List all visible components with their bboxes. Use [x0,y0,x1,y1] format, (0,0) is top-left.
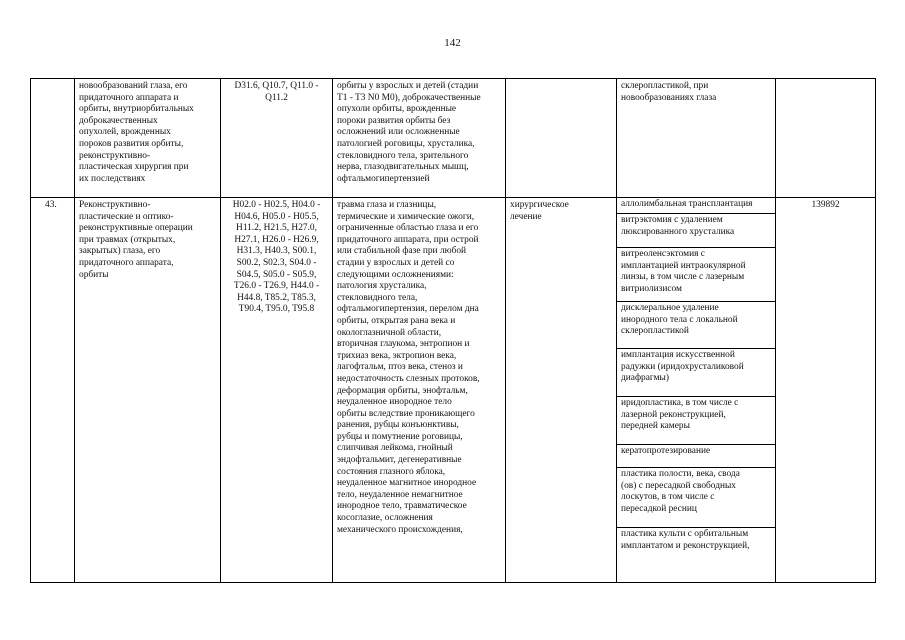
text-line: придаточного аппарата, [79,257,174,268]
text-line: косоглазие, осложнения [337,513,433,524]
table-row-43 [31,198,876,583]
text-line: орбиты, открытая рана века и [337,315,456,326]
text-line: имплантацией интраокулярной [621,260,746,271]
text-line: склеропластикой, при [621,81,709,91]
text-line: орбиты вследствие проникающего [337,408,475,419]
text-line: орбиты у взрослых и детей (стадии [337,81,479,91]
care-name-cell [75,198,221,583]
row-number-cell [31,79,75,198]
text-line: пластические и оптико- [79,211,174,222]
text-line: витриолизисом [621,283,682,294]
treatment-method-item [617,198,775,214]
text-line: кератопротезирование [621,446,711,456]
text-line: H02.0 - H02.5, H04.0 - [232,200,321,210]
text-line: витреоленсэктомия с [621,249,705,259]
care-name-text [79,81,216,185]
patient-model-cell [333,79,506,198]
icd-codes-text [225,200,328,316]
text-line: H11.2, H21.5, H27.0, [236,223,317,234]
text-line: окологлазничной области, [337,327,442,338]
text-line: доброкачественных [79,115,158,126]
text-line: офтальмогипертензией [337,173,430,184]
page-number: 142 [444,37,461,49]
text-line: новообразованиях глаза [621,92,717,103]
treatment-method-item [617,468,775,528]
text-line: орбиты, внутриорбитальных [79,104,194,115]
icd-codes-cell [221,79,333,198]
text-line: придаточного аппарата, при острой [337,234,479,245]
text-line: иридопластика, в том числе с [621,398,739,408]
price-cell [776,79,876,198]
text-line: инородное тело, травматическое [337,501,467,512]
text-line: пороков развития орбиты, [79,138,184,149]
patient-model-text [337,200,501,536]
treatment-method-item [617,528,775,570]
text-line: или стабильной фазе при любой [337,246,467,257]
text-line: дисклеральное удаление [621,303,719,313]
text-line: ранения, рубцы конъюнктивы, [337,420,459,431]
text-line: лагофтальм, птоз века, стеноз и [337,362,463,373]
text-line: S00.2, S02.3, S04.0 - [236,257,317,268]
text-line: лоскутов, в том числе с [621,492,715,503]
text-line: механического происхождения, [337,524,463,535]
text-line: тело, неудаленное немагнитное [337,489,463,500]
treatment-type-cell [506,79,617,198]
text-line: линзы, в том числе с лазерным [621,272,745,283]
text-line: Реконструктивно- [79,200,151,210]
text-line: Q11.2 [265,92,288,103]
icd-codes-text [225,81,328,104]
text-line: рубцы и помутнение роговицы, [337,431,463,442]
treatment-method-item [617,302,775,349]
text-line: неудаленное магнитное инородное [337,478,477,489]
price-cell [776,198,876,583]
text-line: их последствиях [79,173,146,184]
care-name-cell [75,79,221,198]
treatment-method-text [621,81,771,104]
text-line: хирургическое [510,200,569,210]
text-line: пластика полости, века, свода [621,469,740,479]
text-line: передней камеры [621,421,690,432]
text-line: T90.4, T95.0, T95.8 [238,304,315,315]
text-line: пороки развития орбиты без [337,115,451,126]
text-line: (ов) с пересадкой свободных [621,480,736,491]
patient-model-text [337,81,501,185]
text-line: ограниченные областью глаза и его [337,223,479,234]
text-line: люксированного хрусталика [621,226,735,237]
text-line: эндофтальмит, дегенеративные [337,455,462,466]
treatment-type-text [510,200,612,223]
text-line: пересадкой ресниц [621,503,697,514]
text-line: имплантация искусственной [621,350,735,360]
treatment-method-item [617,214,775,248]
text-line: патология хрусталика, [337,281,427,292]
text-line: диафрагмы) [621,373,669,384]
text-line: следующими осложнениями: [337,269,454,280]
text-line: слипчивая лейкома, гнойный [337,443,453,454]
treatment-method-cell [617,79,776,198]
price-value: 139892 [811,200,840,210]
text-line: H44.8, T85.2, T85.3, [237,292,316,303]
text-line: орбиты [79,269,109,280]
text-line: аллолимбальная трансплантация [621,199,753,209]
text-line: T1 - T3 N0 M0), доброкачественные [337,92,481,103]
text-line: реконструктивно- [79,150,151,161]
text-line: трихиаз века, эктропион века, [337,350,457,361]
text-line: патологией роговицы, хрусталика, [337,138,475,149]
text-line: придаточного аппарата и [79,92,179,103]
text-line: опухолей, врожденных [79,127,171,138]
text-line: деформация орбиты, энофтальм, [337,385,468,396]
treatment-methods-cell [617,198,776,583]
treatment-methods-list [617,198,775,570]
text-line: S04.5, S05.0 - S05.9, [236,269,317,280]
text-line: стекловидного тела, зрительного [337,150,469,161]
treatment-method-item [617,349,775,397]
text-line: недостаточность слезных протоков, [337,373,480,384]
text-line: H31.3, H40.3, S00.1, [236,246,317,257]
text-line: термические и химические ожоги, [337,211,475,222]
text-line: лечение [510,211,542,222]
text-line: лазерной реконструкцией, [621,409,726,420]
text-line: стекловидного тела, [337,292,418,303]
row-number-cell [31,198,75,583]
care-name-text [79,200,216,281]
text-line: инородного тела с локальной [621,314,738,325]
text-line: D31.6, Q10.7, Q11.0 - [234,81,319,91]
text-line: неудаленное инородное тело [337,397,452,408]
treatment-method-item [617,397,775,445]
text-line: новообразований глаза, его [79,81,188,91]
text-line: при травмах (открытых, [79,234,176,245]
text-line: опухоли орбиты, врожденные [337,104,457,115]
patient-model-cell [333,198,506,583]
text-line: H27.1, H26.0 - H26.9, [234,234,319,245]
row-number: 43. [45,200,57,210]
treatment-method-item [617,445,775,468]
treatment-method-item [617,248,775,302]
icd-codes-cell [221,198,333,583]
text-line: пластика культи с орбитальным [621,529,749,539]
text-line: осложнений или осложненные [337,127,460,138]
table-row-continued [31,79,876,198]
text-line: травма глаза и глазницы, [337,200,437,210]
text-line: офтальмогипертензия, перелом дна [337,304,479,315]
text-line: стадии у взрослых и детей со [337,257,455,268]
text-line: пластическая хирургия при [79,162,189,173]
text-line: имплантатом и реконструкцией, [621,540,750,551]
text-line: витрэктомия с удалением [621,215,723,225]
text-line: T26.0 - T26.9, H44.0 - [233,281,320,292]
text-line: закрытых) глаза, его [79,246,161,257]
text-line: радужки (иридохрусталиковой [621,361,744,372]
text-line: H04.6, H05.0 - H05.5, [234,211,319,222]
text-line: реконструктивные операции [79,223,193,234]
text-line: нерва, глазодвигательных мышц, [337,162,469,173]
text-line: состояния глазного яблока, [337,466,446,477]
text-line: вторичная глаукома, энтропион и [337,339,470,350]
text-line: склеропластикой [621,326,689,337]
medical-care-table [30,78,876,583]
treatment-type-cell [506,198,617,583]
